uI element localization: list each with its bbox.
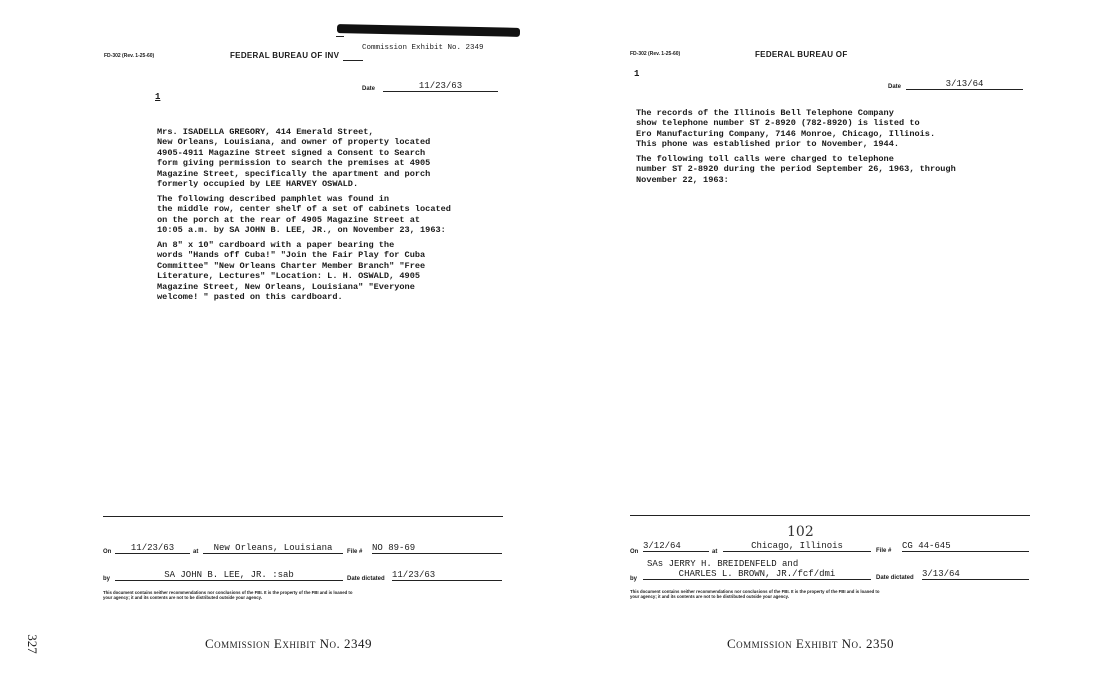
left-date-label: Date bbox=[362, 86, 376, 92]
left-at-value: New Orleans, Louisiana bbox=[203, 543, 343, 554]
left-file-label: File # bbox=[347, 549, 363, 555]
right-on-label: On bbox=[630, 549, 639, 555]
right-date-label: Date bbox=[888, 84, 902, 90]
redaction-bar bbox=[337, 24, 520, 37]
left-file-value: NO 89-69 bbox=[372, 543, 502, 554]
right-page-marker: 1 bbox=[634, 69, 640, 79]
right-footer-rule bbox=[630, 515, 1030, 516]
left-dictated-label: Date dictated bbox=[347, 576, 385, 582]
right-at-value: Chicago, Illinois bbox=[723, 541, 871, 552]
left-on-value: 11/23/63 bbox=[115, 543, 190, 554]
left-by-label: by bbox=[103, 576, 111, 582]
right-date-value: 3/13/64 bbox=[906, 79, 1023, 90]
right-dictated-value: 3/13/64 bbox=[922, 569, 1029, 580]
left-paragraph-2: The following described pamphlet was found in the middle row, center shelf of a set of cabinets located on the porch at the rear of 4905 Magazine Street at 10:05 a.m. by SA JOHN B. LEE, JR., on November 23, 1963: bbox=[157, 194, 451, 236]
left-caption: Commission Exhibit No. 2349 bbox=[205, 636, 373, 651]
left-page-marker: 1 bbox=[155, 92, 161, 102]
right-footer-note: This document contains neither recommendations nor conclusions of the FBI. It is the property of the FBI and is loaned to your agency; it and its contents are not to be distributed outside your agency. bbox=[630, 589, 880, 600]
left-exhibit-stamp: Commission Exhibit No. 2349 bbox=[362, 44, 484, 52]
left-paragraph-1: Mrs. ISADELLA GREGORY, 414 Emerald Street, New Orleans, Louisiana, and owner of property located 4905-4911 Magazine Street signed a Consent to Search form giving permission to search the premises at 4905 Magazine Street, specifically the apartment and porch formerly occupied by LEE HARVEY OSWALD. bbox=[157, 127, 431, 190]
right-by-value-line-1: SAs JERRY H. BREIDENFELD and bbox=[647, 559, 799, 569]
left-on-label: On bbox=[103, 549, 112, 555]
left-date-value: 11/23/63 bbox=[383, 81, 498, 92]
redaction-mark bbox=[336, 36, 344, 37]
right-by-label: by bbox=[630, 576, 638, 582]
left-bureau-underline bbox=[343, 60, 363, 61]
left-by-value: SA JOHN B. LEE, JR. :sab bbox=[115, 570, 343, 581]
right-caption: Commission Exhibit No. 2350 bbox=[727, 636, 895, 651]
page-number: 327 bbox=[24, 634, 40, 654]
right-by-value-line-2: CHARLES L. BROWN, JR./fcf/dmi bbox=[643, 569, 871, 580]
left-bureau-header: FEDERAL BUREAU OF INV bbox=[230, 51, 340, 60]
right-on-value: 3/12/64 bbox=[643, 541, 709, 552]
right-dictated-label: Date dictated bbox=[876, 575, 914, 581]
left-footer-note: This document contains neither recommendations nor conclusions of the FBI. It is the property of the FBI and is loaned to your agency; it and its contents are not to be distributed outside your agency. bbox=[103, 590, 353, 601]
right-handwritten-number: 102 bbox=[787, 524, 814, 540]
left-form-number: FD-302 (Rev. 1-25-60) bbox=[104, 53, 155, 59]
left-at-label: at bbox=[193, 549, 199, 555]
left-paragraph-3: An 8" x 10" cardboard with a paper bearing the words "Hands off Cuba!" "Join the Fair Play for Cuba Committee" "New Orleans Charter Member Branch" "Free Literature, Lectures" "Location: L. H. OSWALD, 4905 Magazine Street, New Orleans, Louisiana" "Everyone welcome! " pasted on this cardboard. bbox=[157, 240, 426, 303]
right-paragraph-1: The records of the Illinois Bell Telephone Company show telephone number ST 2-8920 (782-8920) is listed to Ero Manufacturing Company, 7146 Monroe, Chicago, Illinois. This phone was established prior to November, 1944. bbox=[636, 108, 936, 150]
right-at-label: at bbox=[712, 549, 718, 555]
right-bureau-header: FEDERAL BUREAU OF bbox=[755, 50, 848, 59]
right-form-number: FD-302 (Rev. 1-25-60) bbox=[630, 51, 681, 57]
right-file-label: File # bbox=[876, 548, 892, 554]
right-file-value: CG 44-645 bbox=[902, 541, 1029, 552]
left-dictated-value: 11/23/63 bbox=[392, 570, 502, 581]
left-footer-rule bbox=[103, 516, 503, 517]
right-paragraph-2: The following toll calls were charged to telephone number ST 2-8920 during the period September 26, 1963, through November 22, 1963: bbox=[636, 154, 956, 185]
